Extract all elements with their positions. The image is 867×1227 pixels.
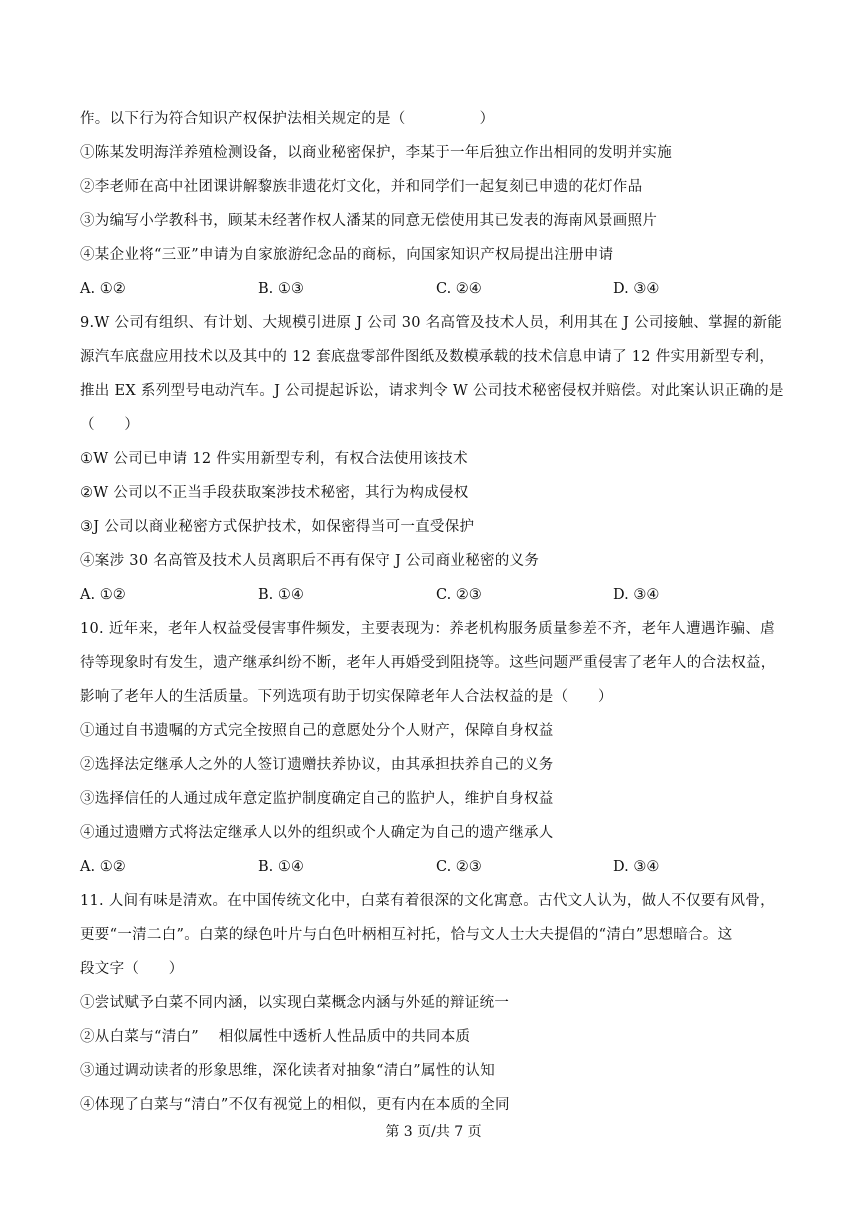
question-stem-line: （ ） — [80, 417, 140, 433]
choice-c: C. ②③ — [436, 587, 482, 603]
choice-b: B. ①③ — [258, 281, 304, 297]
answer-item: ①尝试赋予白菜不同内涵，以实现白菜概念内涵与外延的辩证统一 — [80, 995, 510, 1011]
question-stem-line: 推出 EX 系列型号电动汽车。J 公司提起诉讼，请求判令 W 公司技术秘密侵权并赔偿。对此案认识正确的是 — [80, 383, 784, 399]
choice-options — [80, 578, 795, 612]
answer-item: ②选择法定继承人之外的人签订遗赠扶养协议，由其承担扶养自己的义务 — [80, 757, 554, 773]
answer-item: ④案涉 30 名高管及技术人员离职后不再有保守 J 公司商业秘密的义务 — [80, 553, 540, 569]
answer-item: ④通过遗赠方式将法定继承人以外的组织或个人确定为自己的遗产继承人 — [80, 825, 554, 841]
choice-c: C. ②④ — [436, 281, 482, 297]
question-9 — [80, 306, 795, 612]
answer-item: ①W 公司已申请 12 件实用新型专利，有权合法使用该技术 — [80, 451, 468, 467]
question-stem-line: 源汽车底盘应用技术以及其中的 12 套底盘零部件图纸及数模承载的技术信息申请了 12 件实用新型专利， — [80, 349, 775, 365]
page-footer — [0, 1120, 867, 1144]
question-stem-line: 待等现象时有发生，遗产继承纠纷不断，老年人再婚受到阻挠等。这些问题严重侵害了老年人的合法权益， — [80, 655, 776, 671]
question-stem-line: 11. 人间有味是清欢。在中国传统文化中，白菜有着很深的文化寓意。古代文人认为，做人不仅要有风骨， — [80, 893, 775, 909]
choice-a: A. ①② — [80, 859, 126, 875]
question-stem-line: 更要“一清二白”。白菜的绿色叶片与白色叶柄相互衬托，恰与文人士大夫提倡的“清白”思想暗合。这 — [80, 927, 733, 943]
choice-b: B. ①④ — [258, 859, 304, 875]
choice-d: D. ③④ — [613, 587, 660, 603]
question-10 — [80, 612, 795, 884]
choice-d: D. ③④ — [613, 281, 660, 297]
page-number-label: 第 3 页/共 7 页 — [385, 1124, 482, 1140]
answer-item: ②李老师在高中社团课讲解黎族非遗花灯文化，并和同学们一起复刻已申遗的花灯作品 — [80, 179, 643, 195]
question-8 — [80, 102, 795, 306]
answer-item: ③为编写小学教科书，顾某未经著作权人潘某的同意无偿使用其已发表的海南风景画照片 — [80, 213, 658, 229]
answer-item: ①陈某发明海洋养殖检测设备，以商业秘密保护，李某于一年后独立作出相同的发明并实施 — [80, 145, 672, 161]
choice-options — [80, 272, 795, 306]
page-content — [80, 102, 795, 1122]
answer-item: ②从白菜与“清白” 相似属性中透析人性品质中的共同本质 — [80, 1029, 471, 1045]
question-stem-line: 影响了老年人的生活质量。下列选项有助于切实保障老年人合法权益的是（ ） — [80, 689, 613, 705]
choice-d: D. ③④ — [613, 859, 660, 875]
answer-item: ④某企业将“三亚”申请为自家旅游纪念品的商标，向国家知识产权局提出注册申请 — [80, 247, 614, 263]
question-stem-line: 9.W 公司有组织、有计划、大规模引进原 J 公司 30 名高管及技术人员，利用其在 J 公司接触、掌握的新能 — [80, 315, 783, 331]
choice-b: B. ①④ — [258, 587, 304, 603]
choice-c: C. ②③ — [436, 859, 482, 875]
answer-item: ①通过自书遗嘱的方式完全按照自己的意愿处分个人财产，保障自身权益 — [80, 723, 554, 739]
question-11 — [80, 884, 795, 1122]
question-stem-line: 作。以下行为符合知识产权保护法相关规定的是（ ） — [80, 111, 495, 127]
question-stem-line: 段文字（ ） — [80, 961, 184, 977]
answer-item: ③J 公司以商业秘密方式保护技术，如保密得当可一直受保护 — [80, 519, 475, 535]
answer-item: ③通过调动读者的形象思维，深化读者对抽象“清白”属性的认知 — [80, 1063, 496, 1079]
answer-item: ③选择信任的人通过成年意定监护制度确定自己的监护人，维护自身权益 — [80, 791, 554, 807]
choice-a: A. ①② — [80, 587, 126, 603]
choice-a: A. ①② — [80, 281, 126, 297]
choice-options — [80, 850, 795, 884]
answer-item: ②W 公司以不正当手段获取案涉技术秘密，其行为构成侵权 — [80, 485, 469, 501]
answer-item: ④体现了白菜与“清白”不仅有视觉上的相似，更有内在本质的全同 — [80, 1097, 510, 1113]
question-stem-line: 10. 近年来，老年人权益受侵害事件频发，主要表现为：养老机构服务质量参差不齐，老年人遭遇诈骗、虐 — [80, 621, 775, 637]
